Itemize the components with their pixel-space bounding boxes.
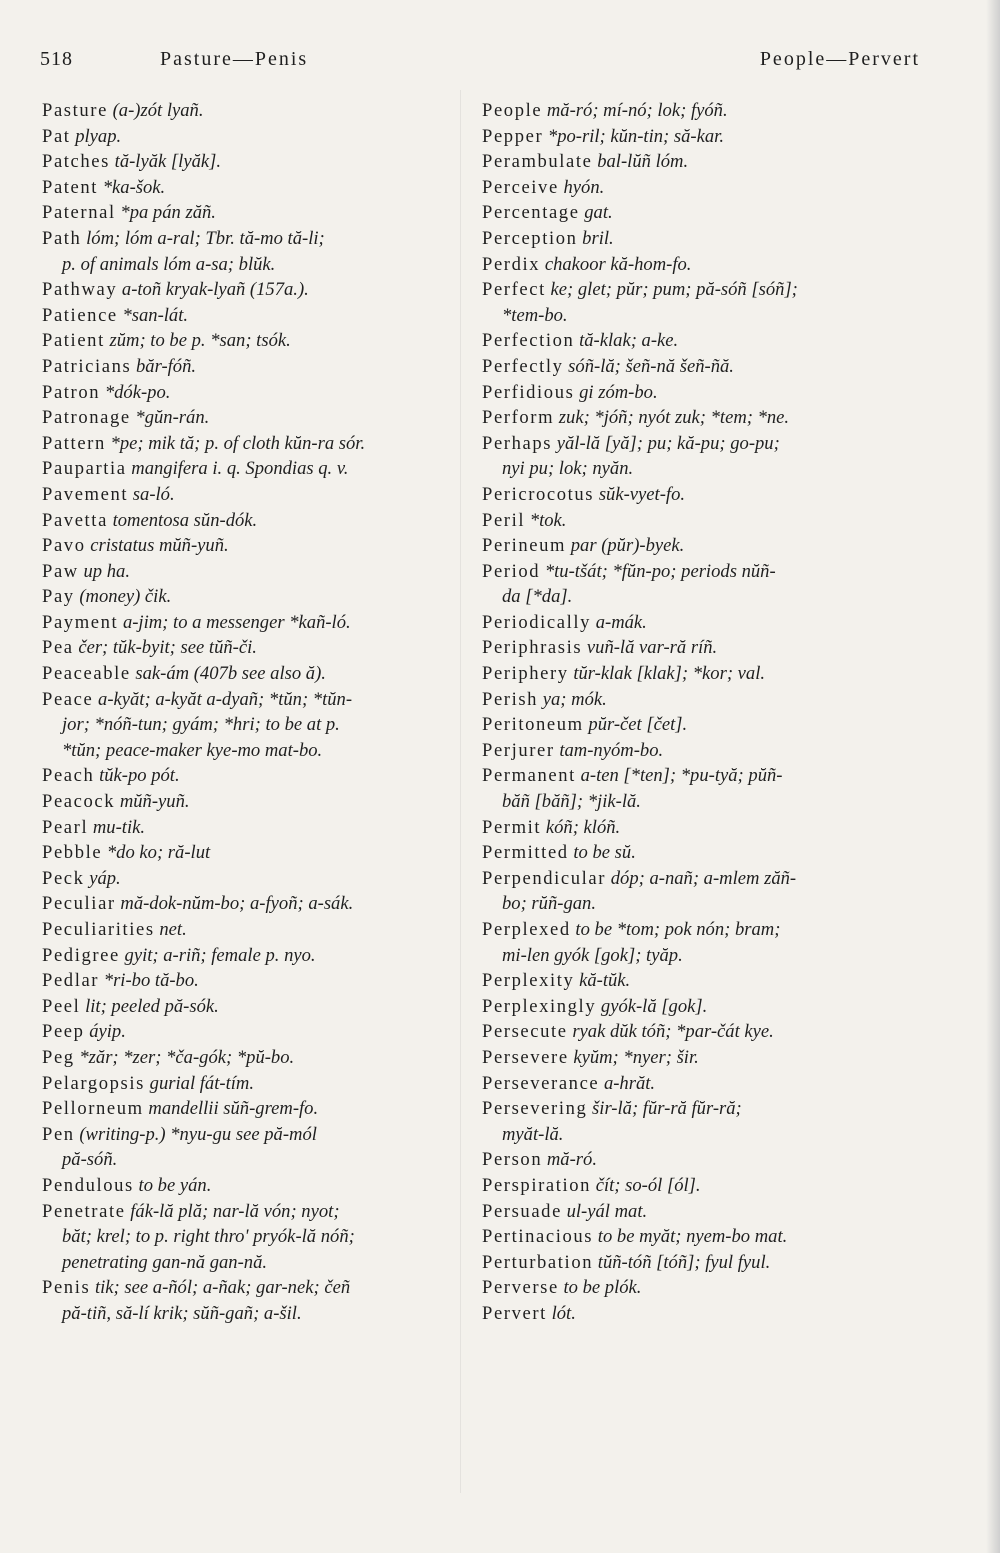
dictionary-entry xyxy=(482,226,922,252)
definition: yáp. xyxy=(89,867,121,889)
definition: (money) čik. xyxy=(79,586,172,608)
definition: *ri-bo tă-bo. xyxy=(103,970,199,992)
definition: *po-ril; kŭn-tin; să-kar. xyxy=(547,125,724,147)
dictionary-entry xyxy=(482,1275,922,1301)
headword: Perish xyxy=(482,688,539,710)
definition-continuation: da [*da]. xyxy=(502,586,573,608)
headword: Pattern xyxy=(42,432,106,454)
definition: a-hrăt. xyxy=(603,1072,656,1094)
dictionary-entry xyxy=(482,917,922,968)
definition-continuation: p. of animals lóm a-sa; blŭk. xyxy=(62,253,276,275)
headword: Perfect xyxy=(482,279,546,301)
definition: čer; tŭk-byit; see tŭñ-či. xyxy=(78,637,257,659)
dictionary-entry xyxy=(42,124,467,150)
headword: Peg xyxy=(42,1046,75,1068)
dictionary-entry xyxy=(482,712,922,738)
headword: Perspiration xyxy=(482,1174,592,1196)
headword: Peritoneum xyxy=(482,714,584,736)
headword: Peaceable xyxy=(42,663,131,685)
page-header xyxy=(40,48,960,78)
headword: Penetrate xyxy=(42,1200,126,1222)
definition: kă-tŭk. xyxy=(579,970,631,992)
definition: a-mák. xyxy=(595,611,647,633)
headword: Pellorneum xyxy=(42,1098,144,1120)
definition: kyŭm; *nyer; šir. xyxy=(573,1046,699,1068)
dictionary-entry xyxy=(42,303,467,329)
headword: Pay xyxy=(42,586,75,608)
dictionary-entry xyxy=(42,328,467,354)
dictionary-entry xyxy=(482,763,922,814)
definition-continuation: myăt-lă. xyxy=(502,1123,564,1145)
dictionary-entry xyxy=(482,1173,922,1199)
definition: (writing-p.) *nyu-gu see pă-mól xyxy=(79,1123,317,1145)
definition: lóm; lóm a-ral; Tbr. tă-mo tă-li; xyxy=(86,227,325,249)
definition: lit; peeled pă-sók. xyxy=(85,995,219,1017)
headword: Peel xyxy=(42,995,81,1017)
definition: hyón. xyxy=(563,176,605,198)
definition: gyók-lă [gok]. xyxy=(600,995,708,1017)
dictionary-entry xyxy=(482,661,922,687)
headword: Persevere xyxy=(482,1046,569,1068)
headword: Penis xyxy=(42,1277,91,1299)
definition-continuation: pă-sóñ. xyxy=(62,1149,118,1171)
dictionary-entry xyxy=(42,1045,467,1071)
dictionary-entry xyxy=(482,866,922,917)
definition: yăl-lă [yă]; pu; kă-pu; go-pu; xyxy=(556,432,780,454)
definition: net. xyxy=(159,919,187,940)
headword: Peep xyxy=(42,1021,85,1043)
definition: tă-lyăk [lyăk]. xyxy=(114,151,222,173)
definition: to be yán. xyxy=(138,1174,212,1196)
headword: Patent xyxy=(42,176,99,198)
left-column xyxy=(42,98,467,1327)
dictionary-entry xyxy=(482,1199,922,1225)
dictionary-entry xyxy=(42,533,467,559)
definition: gyit; a-riñ; female p. nyo. xyxy=(124,944,316,966)
definition: tŭr-klak [klak]; *kor; val. xyxy=(573,663,766,685)
headword: Patient xyxy=(42,330,105,352)
dictionary-entry xyxy=(42,1122,467,1173)
headword: Pedlar xyxy=(42,970,100,992)
headword: Persecute xyxy=(482,1021,568,1043)
dictionary-entry xyxy=(42,789,467,815)
dictionary-entry xyxy=(482,994,922,1020)
dictionary-entry xyxy=(42,866,467,892)
headword: Pasture xyxy=(42,100,108,121)
dictionary-entry xyxy=(482,1147,922,1173)
headword: Perplexed xyxy=(482,919,571,940)
definition: fák-lă plă; nar-lă vón; nyot; xyxy=(130,1200,340,1222)
dictionary-entry xyxy=(482,815,922,841)
headword: Patricians xyxy=(42,355,132,377)
definition: tŭñ-tóñ [tóñ]; fyul fyul. xyxy=(597,1251,771,1273)
definition: *tok. xyxy=(529,509,567,531)
definition-continuation: băt; krel; to p. right thro' pryók-lă nóñ; xyxy=(62,1226,355,1248)
headword: Pea xyxy=(42,637,74,659)
definition: lót. xyxy=(551,1302,576,1324)
headword: Perfection xyxy=(482,330,575,352)
dictionary-entry xyxy=(42,175,467,201)
definition: ul-yál mat. xyxy=(566,1200,648,1222)
definition: a-ten [*ten]; *pu-tyă; pŭñ- xyxy=(580,765,783,787)
definition: *dók-po. xyxy=(104,381,171,403)
headword: Peach xyxy=(42,765,95,787)
headword: Percentage xyxy=(482,202,580,224)
left-running-head: Pasture—Penis xyxy=(160,48,309,70)
definition: čít; so-ól [ól]. xyxy=(595,1174,701,1196)
definition: up ha. xyxy=(83,560,130,582)
headword: Pericrocotus xyxy=(482,483,595,505)
dictionary-entry xyxy=(42,994,467,1020)
definition-continuation: pă-tiñ, să-lí krik; sŭñ-gañ; a-šil. xyxy=(62,1302,302,1324)
dictionary-entry xyxy=(482,200,922,226)
dictionary-entry xyxy=(482,124,922,150)
dictionary-entry xyxy=(42,354,467,380)
definition: băr-fóñ. xyxy=(135,355,197,377)
page-number: 518 xyxy=(40,48,73,70)
headword: Payment xyxy=(42,611,119,633)
definition-continuation: băñ [băñ]; *jik-lă. xyxy=(502,791,641,813)
headword: Patches xyxy=(42,151,110,173)
definition: tŭk-po pót. xyxy=(99,765,180,787)
dictionary-entry xyxy=(42,687,467,764)
definition: a-toñ kryak-lyañ (157a.). xyxy=(121,279,309,301)
headword: Perpendicular xyxy=(482,867,607,889)
definition: mandellii sŭñ-grem-fo. xyxy=(148,1098,319,1120)
dictionary-entry xyxy=(42,456,467,482)
dictionary-entry xyxy=(42,815,467,841)
definition-continuation: mi-len gyók [gok]; tyăp. xyxy=(502,944,683,966)
definition: zŭm; to be p. *san; tsók. xyxy=(109,330,291,352)
dictionary-entry xyxy=(482,405,922,431)
definition: *gŭn-rán. xyxy=(135,407,210,429)
dictionary-entry xyxy=(482,1224,922,1250)
definition: kóñ; klóñ. xyxy=(545,816,621,838)
dictionary-entry xyxy=(42,1173,467,1199)
definition: mă-ró; mí-nó; lok; fyóñ. xyxy=(546,100,728,121)
definition: *pe; mik tă; p. of cloth kŭn-ra sór. xyxy=(110,432,366,454)
definition: mă-ró. xyxy=(546,1149,597,1171)
dictionary-entry xyxy=(482,277,922,328)
headword: Persuade xyxy=(482,1200,562,1222)
dictionary-entry xyxy=(42,277,467,303)
headword: Periphrasis xyxy=(482,637,583,659)
dictionary-entry xyxy=(42,431,467,457)
dictionary-entry xyxy=(42,1199,467,1276)
headword: Peril xyxy=(482,509,526,531)
headword: Person xyxy=(482,1149,543,1171)
dictionary-entry xyxy=(42,380,467,406)
definition-continuation: penetrating gan-nă gan-nă. xyxy=(62,1251,268,1273)
dictionary-entry xyxy=(42,840,467,866)
headword: Pen xyxy=(42,1123,75,1145)
dictionary-entry xyxy=(482,482,922,508)
definition: *ka-šok. xyxy=(102,176,166,198)
definition: (a-)zót lyañ. xyxy=(112,100,204,121)
dictionary-entry xyxy=(482,559,922,610)
definition: tam-nyóm-bo. xyxy=(559,739,664,761)
definition-continuation: *tŭn; peace-maker kye-mo mat-bo. xyxy=(62,739,323,761)
definition: mŭñ-yuñ. xyxy=(119,791,190,813)
definition: ryak dŭk tóñ; *par-čát kye. xyxy=(572,1021,774,1043)
dictionary-entry xyxy=(482,635,922,661)
dictionary-entry xyxy=(42,98,467,124)
headword: Pertinacious xyxy=(482,1226,594,1248)
headword: Pervert xyxy=(482,1302,547,1324)
definition: *san-lát. xyxy=(122,304,189,326)
definition: pŭr-čet [čet]. xyxy=(588,714,688,736)
definition: sa-ló. xyxy=(132,483,175,505)
definition: to be sŭ. xyxy=(573,842,636,864)
headword: Patron xyxy=(42,381,101,403)
definition: gurial fát-tím. xyxy=(149,1072,254,1094)
definition-continuation: bo; rŭñ-gan. xyxy=(502,893,596,915)
headword: Periphery xyxy=(482,663,569,685)
dictionary-entry xyxy=(42,200,467,226)
dictionary-entry xyxy=(42,891,467,917)
definition-continuation: *tem-bo. xyxy=(502,304,568,326)
dictionary-entry xyxy=(482,252,922,278)
dictionary-entry xyxy=(482,1096,922,1147)
dictionary-entry xyxy=(42,584,467,610)
definition: gat. xyxy=(584,202,613,224)
headword: Pepper xyxy=(482,125,544,147)
headword: Perceive xyxy=(482,176,559,198)
headword: Perfidious xyxy=(482,381,575,403)
headword: Paw xyxy=(42,560,79,582)
dictionary-entry xyxy=(42,482,467,508)
definition: šir-lă; fŭr-ră fŭr-ră; xyxy=(592,1098,742,1120)
headword: Perfectly xyxy=(482,355,564,377)
headword: Pat xyxy=(42,125,71,147)
dictionary-entry xyxy=(42,943,467,969)
dictionary-entry xyxy=(42,635,467,661)
dictionary-entry xyxy=(42,661,467,687)
right-column xyxy=(482,98,922,1327)
headword: Perineum xyxy=(482,535,567,557)
definition: par (pŭr)-byek. xyxy=(570,535,685,557)
headword: People xyxy=(482,100,543,121)
headword: Patience xyxy=(42,304,118,326)
definition: vuñ-lă var-ră ríñ. xyxy=(586,637,718,659)
headword: Path xyxy=(42,227,82,249)
definition: tik; see a-ñól; a-ñak; gar-nek; čeñ xyxy=(94,1277,351,1299)
headword: Paupartia xyxy=(42,458,127,480)
definition: ya; mók. xyxy=(542,688,607,710)
dictionary-entry xyxy=(42,226,467,277)
definition: sóñ-lă; šeñ-nă šeñ-ñă. xyxy=(568,355,734,377)
dictionary-entry xyxy=(482,1301,922,1327)
dictionary-entry xyxy=(42,1096,467,1122)
definition: to be *tom; pok nón; bram; xyxy=(575,919,781,940)
headword: Pearl xyxy=(42,816,89,838)
dictionary-entry xyxy=(482,738,922,764)
headword: Paternal xyxy=(42,202,116,224)
definition: a-kyăt; a-kyăt a-dyañ; *tŭn; *tŭn- xyxy=(98,688,353,710)
definition: a-jim; to a messenger *kañ-ló. xyxy=(122,611,351,633)
dictionary-entry xyxy=(42,1019,467,1045)
definition-continuation: jor; *nóñ-tun; gyám; *hri; to be at p. xyxy=(62,714,340,736)
definition: to be plók. xyxy=(563,1277,642,1299)
definition: ke; glet; pŭr; pum; pă-sóñ [sóñ]; xyxy=(550,279,798,301)
dictionary-entry xyxy=(482,98,922,124)
headword: Peck xyxy=(42,867,85,889)
dictionary-entry xyxy=(482,354,922,380)
dictionary-entry xyxy=(482,175,922,201)
dictionary-entry xyxy=(42,968,467,994)
dictionary-entry xyxy=(482,533,922,559)
dictionary-entry xyxy=(42,763,467,789)
headword: Pathway xyxy=(42,279,118,301)
headword: Period xyxy=(482,560,541,582)
dictionary-entry xyxy=(482,431,922,482)
headword: Pavetta xyxy=(42,509,108,531)
definition: mu-tik. xyxy=(92,816,146,838)
dictionary-entry xyxy=(482,149,922,175)
dictionary-entry xyxy=(482,687,922,713)
headword: Pedigree xyxy=(42,944,120,966)
definition: bril. xyxy=(582,227,614,249)
definition-continuation: nyi pu; lok; nyăn. xyxy=(502,458,634,480)
dictionary-entry xyxy=(42,559,467,585)
headword: Pelargopsis xyxy=(42,1072,145,1094)
dictionary-entry xyxy=(482,610,922,636)
dictionary-entry xyxy=(482,840,922,866)
definition: tomentosa sŭn-dók. xyxy=(112,509,258,531)
headword: Perverse xyxy=(482,1277,559,1299)
definition: bal-lŭñ lóm. xyxy=(597,151,689,173)
headword: Persevering xyxy=(482,1098,588,1120)
dictionary-entry xyxy=(42,405,467,431)
headword: Patronage xyxy=(42,407,131,429)
definition: dóp; a-nañ; a-mlem zăñ- xyxy=(610,867,797,889)
definition: plyap. xyxy=(75,125,122,147)
dictionary-entry xyxy=(42,1275,467,1326)
dictionary-entry xyxy=(482,380,922,406)
headword: Perjurer xyxy=(482,739,555,761)
dictionary-entry xyxy=(42,149,467,175)
definition: áyip. xyxy=(89,1021,126,1043)
headword: Perform xyxy=(482,407,555,429)
definition: mă-dok-nŭm-bo; a-fyoñ; a-sák. xyxy=(120,893,354,915)
dictionary-entry xyxy=(482,1045,922,1071)
headword: Permitted xyxy=(482,842,569,864)
dictionary-entry xyxy=(482,968,922,994)
definition: sak-ám (407b see also ă). xyxy=(135,663,326,685)
definition: *zăr; *zer; *ča-gók; *pŭ-bo. xyxy=(79,1046,295,1068)
headword: Pavement xyxy=(42,483,129,505)
headword: Perplexingly xyxy=(482,995,597,1017)
definition: gi zóm-bo. xyxy=(579,381,658,403)
definition: *pa pán zăñ. xyxy=(120,202,216,224)
definition: sŭk-vyet-fo. xyxy=(598,483,686,505)
dictionary-entry xyxy=(42,1071,467,1097)
headword: Perplexity xyxy=(482,970,575,992)
headword: Pebble xyxy=(42,842,103,864)
headword: Perhaps xyxy=(482,432,553,454)
definition: chakoor kă-hom-fo. xyxy=(544,253,692,275)
dictionary-entry xyxy=(42,917,467,943)
definition: *tu-tšát; *fŭn-po; periods nŭñ- xyxy=(544,560,776,582)
dictionary-entry xyxy=(482,1250,922,1276)
dictionary-entry xyxy=(42,610,467,636)
headword: Peculiar xyxy=(42,893,116,915)
definition: cristatus mŭñ-yuñ. xyxy=(90,535,229,557)
definition: to be myăt; nyem-bo mat. xyxy=(597,1226,788,1248)
dictionary-entry xyxy=(482,1019,922,1045)
right-running-head: People—Pervert xyxy=(759,48,920,70)
dictionary-entry xyxy=(482,1071,922,1097)
dictionary-entry xyxy=(42,508,467,534)
headword: Pendulous xyxy=(42,1174,134,1196)
headword: Peculiarities xyxy=(42,919,155,940)
dictionary-entry xyxy=(482,328,922,354)
dictionary-entry xyxy=(482,508,922,534)
headword: Perseverance xyxy=(482,1072,600,1094)
headword: Perambulate xyxy=(482,151,593,173)
page-edge-shadow xyxy=(986,0,1000,1553)
headword: Peacock xyxy=(42,791,116,813)
headword: Pavo xyxy=(42,535,86,557)
headword: Perdix xyxy=(482,253,541,275)
definition: *do ko; ră-lut xyxy=(106,842,211,864)
headword: Permanent xyxy=(482,765,576,787)
headword: Permit xyxy=(482,816,542,838)
definition: zuk; *jóñ; nyót zuk; *tem; *ne. xyxy=(558,407,790,429)
definition: tă-klak; a-ke. xyxy=(579,330,679,352)
headword: Peace xyxy=(42,688,94,710)
headword: Perception xyxy=(482,227,578,249)
headword: Perturbation xyxy=(482,1251,594,1273)
definition: mangifera i. q. Spondias q. v. xyxy=(131,458,349,480)
headword: Periodically xyxy=(482,611,592,633)
